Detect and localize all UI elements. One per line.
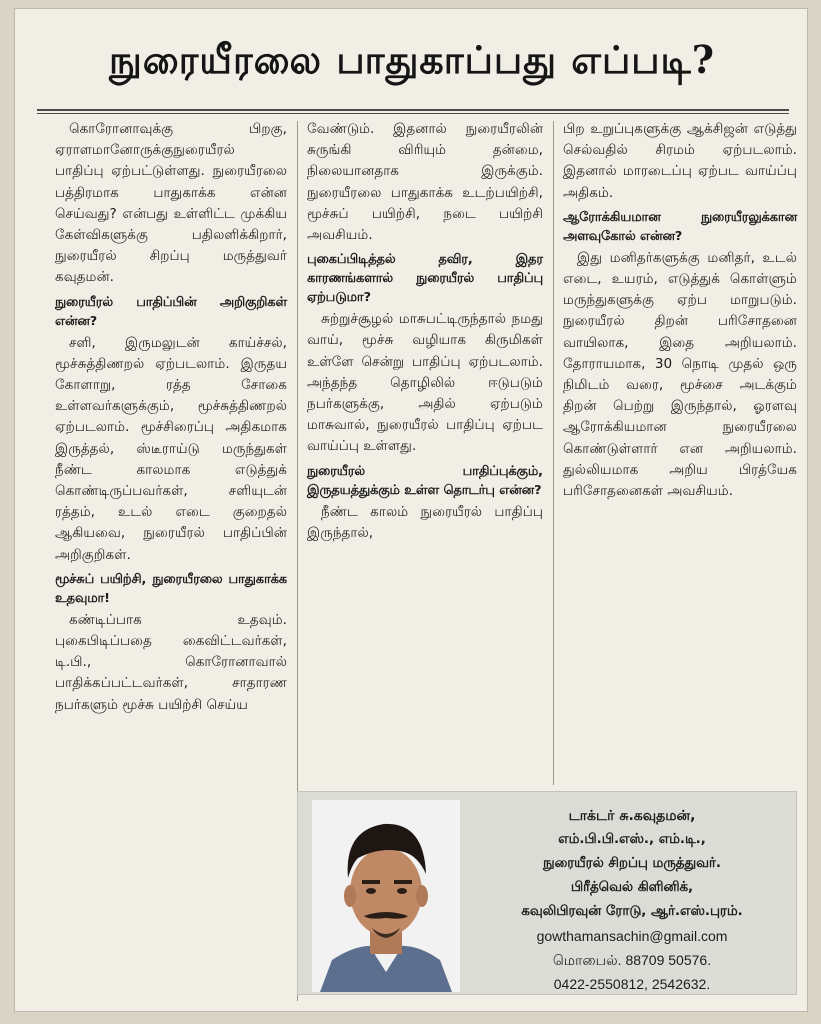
doctor-photo: [312, 800, 460, 992]
healthy-lung-paragraph: இது மனிதர்களுக்கு மனிதர், உடல் எடை, உயரம், எடுத்துக் கொள்ளும் மருந்துகளுக்கு ஏற்ப மாறுபடும். நுரையீரல் திறன் பரிசோதனை வாயிலாக, இதை அறியலாம். தோராயமாக, 30 நொடி முதல் ஒரு நிமிடம் வரை, மூச்சை அடக்கும் திறன் பெற்று இருந்தால், ஓரளவு ஆரோக்கியமான நுரையீரலை கொண்டுள்ளார் என அறியலாம். துல்லியமாக அறிய பிரத்யேக பரிசோதனைகள் அவசியம்.: [563, 249, 797, 500]
clinic-address: கவுலிபிரவுன் ரோடு, ஆர்.எஸ்.புரம்.: [521, 904, 743, 919]
subheading-heart-link: நுரையீரல் பாதிப்புக்கும், இருதயத்துக்கும் உள்ள தொடர்பு என்ன?: [307, 463, 543, 498]
doctor-contact-block: [474, 804, 790, 996]
doctor-mobile: மொபைல். 88709 50576.: [552, 952, 712, 968]
article-column-3: [563, 119, 797, 502]
doctor-degree: எம்.பி.பி.எஸ்., எம்.டி.,: [558, 832, 706, 847]
symptoms-paragraph: சளி, இருமலுடன் காய்ச்சல், மூச்சுத்திணறல் ஏற்படலாம். இருதய கோளாறு, ரத்த சோகை உள்ளவர்களுக்கும், மூச்சுத்திணறல் ஏற்படலாம். மூச்சிரைப்பு அதிகமாக இருத்தல், ஸ்டீராய்டு மருந்துகள் நீண்ட காலமாக எடுத்துக் கொண்டிருப்பவர்கள், சளியுடன் ரத்தம், உடல் எடை குறைதல் ஆகியவை, நுரையீரல் பாதிப்பின் அறிகுறிகள்.: [55, 334, 287, 563]
doctor-portrait-image: [312, 800, 460, 992]
doctor-specialty: நுரையீரல் சிறப்பு மருத்துவர்.: [543, 856, 721, 871]
doctor-info-box: [297, 791, 797, 995]
headline-rule-thin: [37, 113, 789, 114]
breathing-exercise-paragraph: கண்டிப்பாக உதவும். புகைபிடிப்பதை கைவிட்டவர்கள், டி.பி., கொரோனாவால் பாதிக்கப்பட்டவர்கள், சாதாரண நபர்களும் மூச்சு பயிற்சி செய்ய: [55, 611, 287, 713]
breathing-continued-paragraph: வேண்டும். இதனால் நுரையீரலின் சுருங்கி விரியும் தன்மை, நிலையானதாக இருக்கும். நுரையீரலை பாதுகாக்க உடற்பயிற்சி, மூச்சுப் பயிற்சி, நடை பயிற்சி அவசியம்.: [307, 121, 543, 244]
heart-continued-paragraph: பிற உறுப்புகளுக்கு ஆக்சிஜன் எடுத்து செல்வதில் சிரமம் ஏற்படலாம். இதனால் மாரடைப்பு ஏற்பட வாய்ப்பு அதிகம்.: [563, 121, 797, 201]
column-divider-2: [553, 121, 554, 785]
newspaper-clipping: [14, 8, 808, 1012]
subheading-breathing-exercise: மூச்சுப் பயிற்சி, நுரையீரலை பாதுகாக்க உதவுமா!: [55, 571, 287, 606]
clinic-name: பிரீத்வெல் கிளினிக்,: [570, 880, 694, 895]
subheading-healthy-lung-measure: ஆரோக்கியமான நுரையீரலுக்கான அளவுகோல் என்ன?: [563, 209, 797, 244]
heart-link-paragraph: நீண்ட காலம் நுரையீரல் பாதிப்பு இருந்தால்,: [307, 503, 543, 541]
doctor-name: டாக்டர் சு.கவுதமன்,: [568, 808, 696, 824]
subheading-other-causes: புகைப்பிடித்தல் தவிர, இதர காரணங்களால் நுரையீரல் பாதிப்பு ஏற்படுமா?: [307, 252, 543, 306]
subheading-symptoms: நுரையீரல் பாதிப்பின் அறிகுறிகள் என்ன?: [55, 294, 287, 329]
clinic-phone: 0422-2550812, 2542632.: [553, 976, 711, 992]
article-column-2: [307, 119, 543, 544]
headline-rule: [37, 109, 789, 111]
intro-paragraph: கொரோனாவுக்கு பிறகு, ஏராளமானோருக்குநுரையீரல் பாதிப்பு ஏற்பட்டுள்ளது. நுரையீரலை பத்திரமாக பாதுகாக்க என்ன செய்வது? என்பது உள்ளிட்ட முக்கிய கேள்விகளுக்கு பதிலளிக்கிறார், நுரையீரல் சிறப்பு மருத்துவர் கவுதமன்.: [55, 121, 287, 286]
doctor-email: gowthamansachin@gmail.com: [536, 928, 728, 944]
article-column-1: [55, 119, 287, 716]
headline: நுரையீரலை பாதுகாப்பது எப்படி?: [108, 37, 716, 82]
other-causes-paragraph: சுற்றுச்சூழல் மாசுபட்டிருந்தால் நமது வாய், மூச்சு வழியாக கிருமிகள் உள்ளே சென்று பாதிப்பு ஏற்படலாம். அந்தந்த தொழிலில் ஈடுபடும் நபர்களுக்கு, அதில் ஏற்படும் மாசுவால், நுரையீரல் பாதிப்பு ஏற்பட வாய்ப்பு உள்ளது.: [307, 311, 543, 455]
